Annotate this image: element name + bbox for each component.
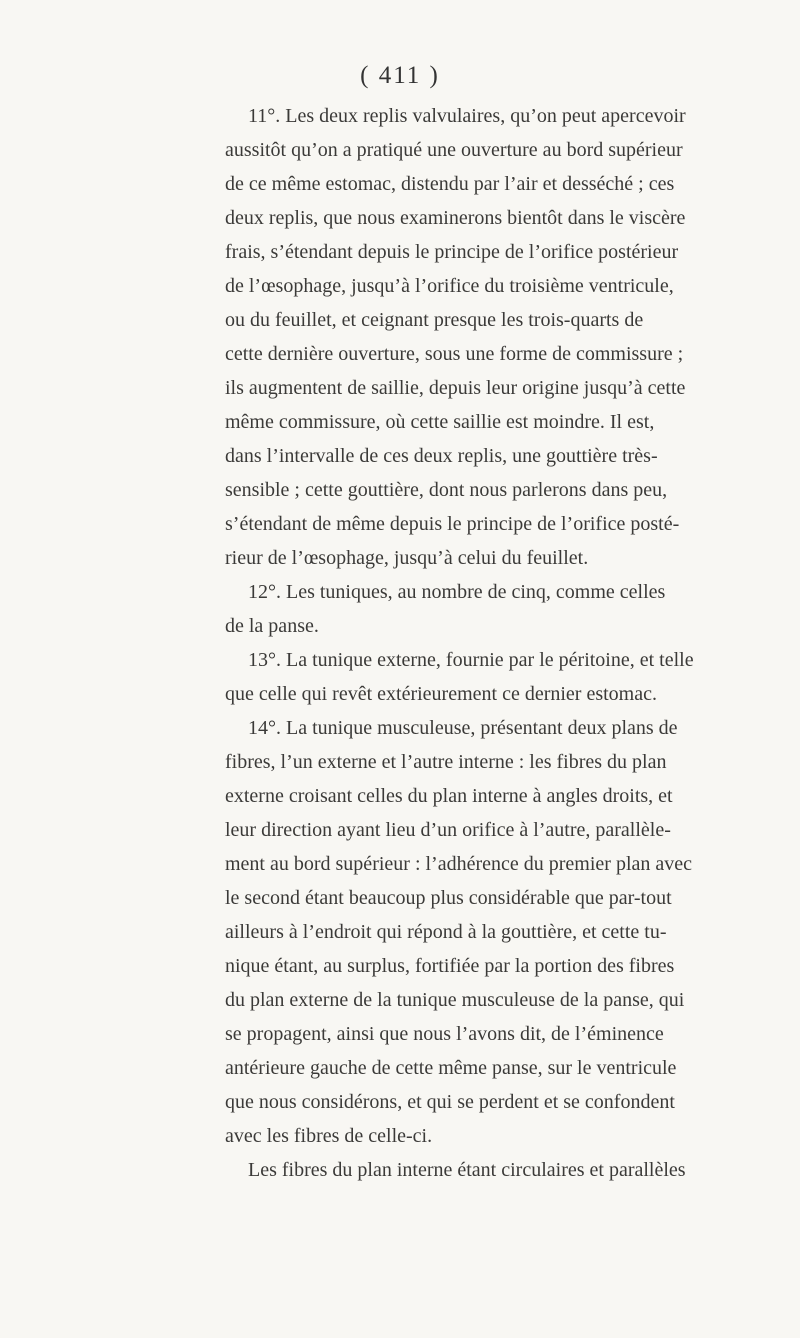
text-line-22: leur direction ayant lieu d’un orifice à l’autre, parallèle- — [225, 819, 671, 841]
text-line-1: 11°. Les deux replis valvulaires, qu’on peut apercevoir — [248, 105, 686, 127]
text-line-21: externe croisant celles du plan interne à angles droits, et — [225, 785, 673, 807]
text-line-6: de l’œsophage, jusqu’à l’orifice du troisième ventricule, — [225, 275, 674, 297]
text-line-17: 13°. La tunique externe, fournie par le péritoine, et telle — [248, 649, 694, 671]
text-line-29: antérieure gauche de cette même panse, sur le ventricule — [225, 1057, 677, 1079]
text-line-9: ils augmentent de saillie, depuis leur origine jusqu’à cette — [225, 377, 686, 399]
text-line-23: ment au bord supérieur : l’adhérence du premier plan avec — [225, 853, 693, 875]
text-line-3: de ce même estomac, distendu par l’air et desséché ; ces — [225, 173, 675, 195]
text-line-4: deux replis, que nous examinerons bientôt dans le viscère — [225, 207, 686, 229]
text-line-15: 12°. Les tuniques, au nombre de cinq, comme celles — [248, 581, 666, 603]
text-line-10: même commissure, où cette saillie est moindre. Il est, — [225, 411, 655, 433]
text-line-30: que nous considérons, et qui se perdent et se confondent — [225, 1091, 675, 1113]
text-line-24: le second étant beaucoup plus considérable que par-tout — [225, 887, 672, 909]
text-line-26: nique étant, au surplus, fortifiée par la portion des fibres — [225, 955, 675, 977]
text-line-28: se propagent, ainsi que nous l’avons dit, de l’éminence — [225, 1023, 664, 1045]
text-line-31: avec les fibres de celle-ci. — [225, 1125, 433, 1147]
text-line-19: 14°. La tunique musculeuse, présentant deux plans de — [248, 717, 678, 739]
text-line-16: de la panse. — [225, 615, 319, 637]
page-number: ( 411 ) — [360, 62, 440, 89]
text-line-13: s’étendant de même depuis le principe de l’orifice posté- — [225, 513, 680, 535]
text-line-5: frais, s’étendant depuis le principe de l’orifice postérieur — [225, 241, 679, 263]
text-line-12: sensible ; cette gouttière, dont nous parlerons dans peu, — [225, 479, 668, 501]
text-line-14: rieur de l’œsophage, jusqu’à celui du feuillet. — [225, 547, 589, 569]
text-line-25: ailleurs à l’endroit qui répond à la gouttière, et cette tu- — [225, 921, 667, 943]
text-line-7: ou du feuillet, et ceignant presque les trois-quarts de — [225, 309, 644, 331]
text-line-32: Les fibres du plan interne étant circulaires et parallèles — [248, 1159, 686, 1181]
text-line-18: que celle qui revêt extérieurement ce dernier estomac. — [225, 683, 657, 705]
text-line-2: aussitôt qu’on a pratiqué une ouverture au bord supérieur — [225, 139, 683, 161]
text-line-11: dans l’intervalle de ces deux replis, une gouttière très- — [225, 445, 658, 467]
text-line-27: du plan externe de la tunique musculeuse de la panse, qui — [225, 989, 685, 1011]
text-line-20: fibres, l’un externe et l’autre interne : les fibres du plan — [225, 751, 667, 773]
text-line-8: cette dernière ouverture, sous une forme de commissure ; — [225, 343, 684, 365]
